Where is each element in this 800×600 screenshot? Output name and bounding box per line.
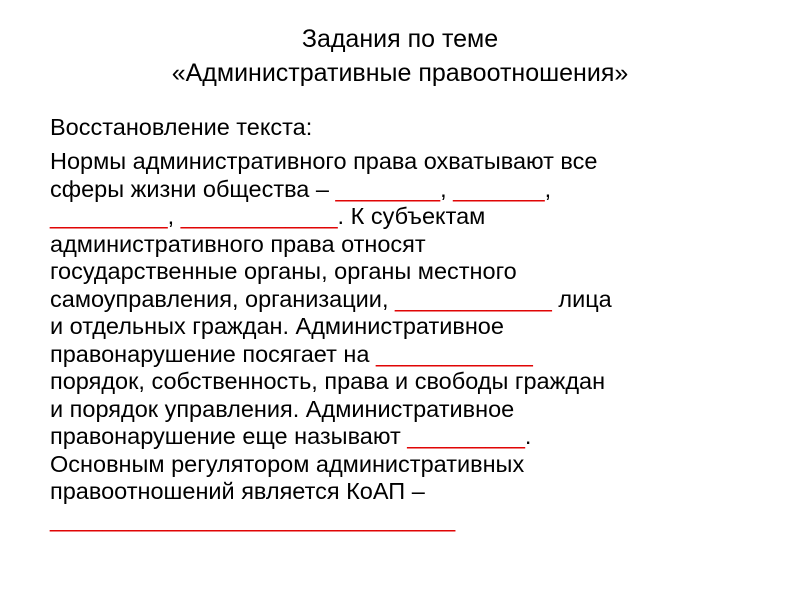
text-segment: Основным регулятором административных: [50, 450, 525, 477]
text-segment: ,: [440, 175, 454, 202]
text-line: [50, 176, 770, 204]
text-segment: и отдельных граждан. Административное: [50, 313, 504, 339]
text-segment: правонарушение посягает на: [50, 340, 376, 367]
text-line: [50, 258, 770, 286]
slide-title: [0, 22, 800, 90]
fill-in-blank: ________: [335, 175, 441, 202]
text-segment: самоуправления, организации,: [50, 285, 395, 312]
text-line: [50, 478, 770, 506]
text-segment: лица: [551, 285, 612, 312]
title-line-1: Задания по теме: [301, 25, 499, 53]
text-segment: ,: [167, 203, 181, 229]
task-subtitle: Восстановление текста:: [50, 114, 313, 140]
text-segment: и порядок управления. Административное: [50, 395, 515, 422]
text-segment: порядок, собственность, права и свободы граждан: [50, 368, 606, 394]
text-line: [50, 286, 770, 314]
fill-in-blank: _________: [50, 203, 168, 229]
text-segment: правонарушение еще называют: [50, 423, 408, 449]
text-line: [50, 368, 770, 396]
text-segment: .: [524, 423, 532, 449]
text-segment: государственные органы, органы местного: [50, 258, 517, 284]
fill-in-blank: _______________________________: [50, 505, 456, 532]
fill-in-blank: ____________: [375, 340, 533, 367]
text-segment: административного права относят: [50, 230, 426, 257]
text-segment: сферы жизни общества –: [50, 175, 336, 202]
title-line-2: «Административные правоотношения»: [171, 59, 629, 87]
text-line: [50, 423, 770, 451]
text-segment: правоотношений является КоАП –: [50, 478, 425, 504]
slide-body: [50, 112, 770, 533]
fill-in-blank: _______: [453, 175, 545, 202]
text-segment: . К субъектам: [337, 203, 486, 229]
text-line: [50, 231, 770, 259]
task-text: [50, 148, 770, 533]
text-line: [50, 203, 770, 231]
fill-in-blank: ____________: [180, 203, 338, 229]
text-line: [50, 451, 770, 479]
text-segment: ,: [544, 175, 552, 202]
fill-in-blank: ____________: [395, 285, 552, 312]
text-line: [50, 506, 770, 534]
text-segment: Нормы административного права охватывают все: [50, 148, 598, 174]
fill-in-blank: _________: [407, 423, 525, 449]
text-line: [50, 148, 770, 176]
text-line: [50, 341, 770, 369]
text-line: [50, 313, 770, 341]
text-line: [50, 396, 770, 424]
